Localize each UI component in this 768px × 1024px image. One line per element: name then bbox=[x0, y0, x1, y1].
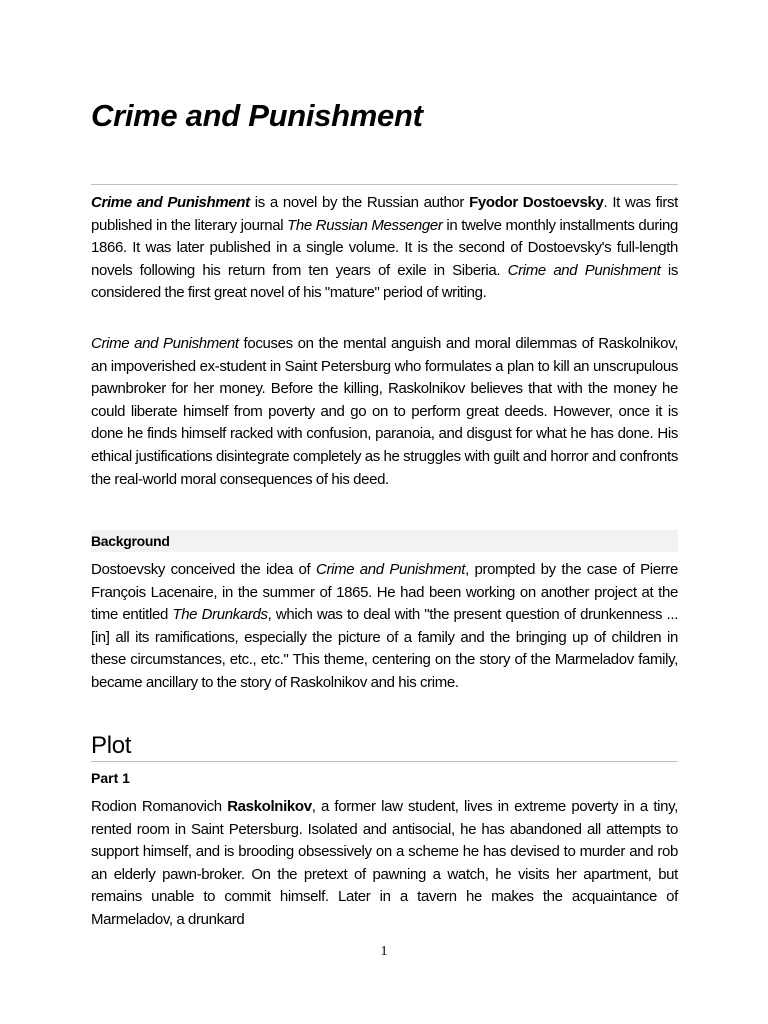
author-link: Fyodor Dostoevsky bbox=[469, 194, 604, 211]
intro-text: is considered the first great novel of his "mature" period of writing. bbox=[91, 261, 678, 302]
background-text: , which was to deal with "the present question of drunkenness ... [in] all its ramifications, especially the picture of a family and the bringing up of children in these circumstances, etc., etc." This theme, centering on the story of the Marmeladov family, became ancillary to the story of Raskolnikov and his crime. bbox=[91, 606, 679, 691]
character-name: Raskolnikov bbox=[227, 798, 312, 815]
plot-divider bbox=[91, 761, 678, 762]
document-title: Crime and Punishment bbox=[91, 98, 423, 133]
intro-text: focuses on the mental anguish and moral dilemmas of Raskolnikov, an impoverished ex-student in Saint Petersburg who formulates a plan to kill an unscrupulous pawnbroker for her money. Before the killing, Raskolnikov believes that with the money he could liberate himself from poverty and go on to perform great deeds. However, once it is done he finds himself racked with confusion, paranoia, and disgust for what he has done. His ethical justifications disintegrate completely as he struggles with guilt and horror and confronts the real-world moral consequences of his deed. bbox=[91, 335, 679, 488]
book-title-inline: Crime and Punishment bbox=[507, 261, 661, 279]
plot-paragraph bbox=[91, 796, 678, 932]
background-text: Dostoevsky conceived the idea of bbox=[91, 561, 316, 578]
background-paragraph bbox=[91, 559, 678, 695]
intro-text: . It was first published in the literary journal bbox=[91, 194, 678, 234]
intro-paragraph-1 bbox=[91, 192, 678, 305]
book-title-inline: Crime and Punishment bbox=[91, 335, 239, 352]
page-number: 1 bbox=[380, 944, 388, 959]
title-divider bbox=[91, 184, 678, 185]
drunkards-title: The Drunkards bbox=[172, 606, 268, 624]
plot-heading: Plot bbox=[91, 732, 132, 759]
intro-text: is a novel by the Russian author bbox=[249, 194, 470, 211]
intro-paragraph-2 bbox=[91, 333, 678, 491]
journal-title: The Russian Messenger bbox=[287, 216, 443, 234]
plot-text: Rodion Romanovich bbox=[91, 798, 228, 815]
book-title-inline: Crime and Punishment bbox=[315, 561, 466, 578]
background-heading: Background bbox=[91, 530, 678, 552]
plot-text: , a former law student, lives in extreme poverty in a tiny, rented room in Saint Petersburg. Isolated and antisocial, he has abandoned all attempts to support himself, and is brooding obsessively on a scheme he has devised to murder and rob an elderly pawn-broker. On the pretext of pawning a watch, he visits her apartment, but remains unable to commit himself. Later in a tavern he makes the acquaintance of Marmeladov, a drunkard bbox=[91, 798, 678, 928]
part-1-heading: Part 1 bbox=[91, 770, 130, 786]
background-text: , prompted by the case of Pierre François Lacenaire, in the summer of 1865. He had been working on another project at the time entitled bbox=[91, 561, 678, 624]
book-title-emphasis: Crime and Punishment bbox=[91, 194, 250, 211]
intro-text: in twelve monthly installments during 1866. It was later published in a single volume. It is the second of Dostoevsky's full-length novels following his return from ten years of exile in Siberia. bbox=[91, 216, 678, 279]
